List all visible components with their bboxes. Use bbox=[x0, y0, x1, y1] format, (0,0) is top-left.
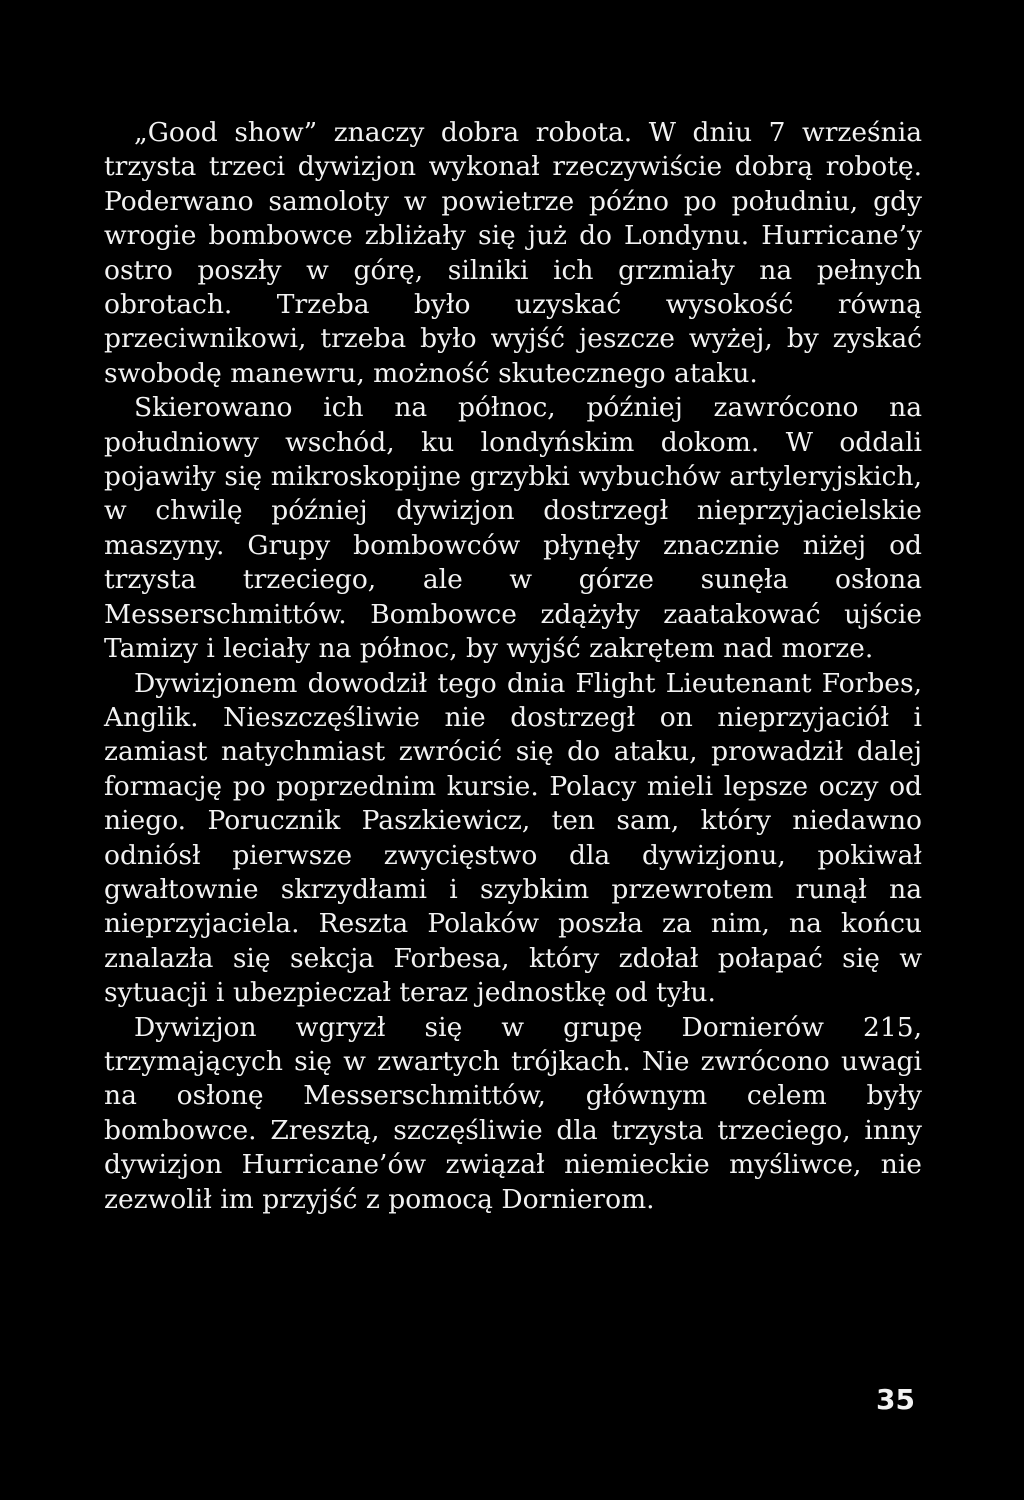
paragraph-3: Dywizjonem dowodził tego dnia Flight Lieutenant Forbes, Anglik. Nieszczęśliwie nie dostrzegł on nieprzyjaciół i zamiast natychmiast zwrócić się do ataku, prowadził dalej formację po poprzednim kursie. Polacy mieli lepsze oczy od niego. Porucznik Paszkiewicz, ten sam, który niedawno odniósł pierwsze zwycięstwo dla dywizjonu, pokiwał gwałtownie skrzydłami i szybkim przewrotem runął na nieprzyjaciela. Reszta Polaków poszła za nim, na końcu znalazła się sekcja Forbesa, który zdołał połapać się w sytuacji i ubezpieczał teraz jednostkę od tyłu. bbox=[104, 667, 922, 1009]
page-number: 35 bbox=[876, 1383, 915, 1416]
paragraph-4: Dywizjon wgryzł się w grupę Dornierów 215, trzymających się w zwartych trójkach. Nie zwrócono uwagi na osłonę Messerschmittów, głównym celem były bombowce. Zresztą, szczęśliwie dla trzysta trzeciego, inny dywizjon Hurricane’ów związał niemieckie myśliwce, nie zezwolił im przyjść z pomocą Dornierom. bbox=[104, 1011, 922, 1215]
paragraph-2: Skierowano ich na północ, później zawrócono na południowy wschód, ku londyńskim dokom. W oddali pojawiły się mikroskopijne grzybki wybuchów artyleryjskich, w chwilę później dywizjon dostrzegł nieprzyjacielskie maszyny. Grupy bombowców płynęły znacznie niżej od trzysta trzeciego, ale w górze sunęła osłona Messerschmittów. Bombowce zdążyły zaatakować ujście Tamizy i leciały na północ, by wyjść zakrętem nad morze. bbox=[104, 392, 922, 665]
paragraph-1: „Good show” znaczy dobra robota. W dniu 7 września trzysta trzeci dywizjon wykonał rzeczywiście dobrą robotę. Poderwano samoloty w powietrze późno po południu, gdy wrogie bombowce zbliżały się już do Londynu. Hurricane’y ostro poszły w górę, silniki ich grzmiały na pełnych obrotach. Trzeba było uzyskać wysokość równą przeciwnikowi, trzeba było wyjść jeszcze wyżej, by zyskać swobodę manewru, możność skutecznego ataku. bbox=[104, 117, 922, 389]
body-text bbox=[104, 116, 922, 1217]
